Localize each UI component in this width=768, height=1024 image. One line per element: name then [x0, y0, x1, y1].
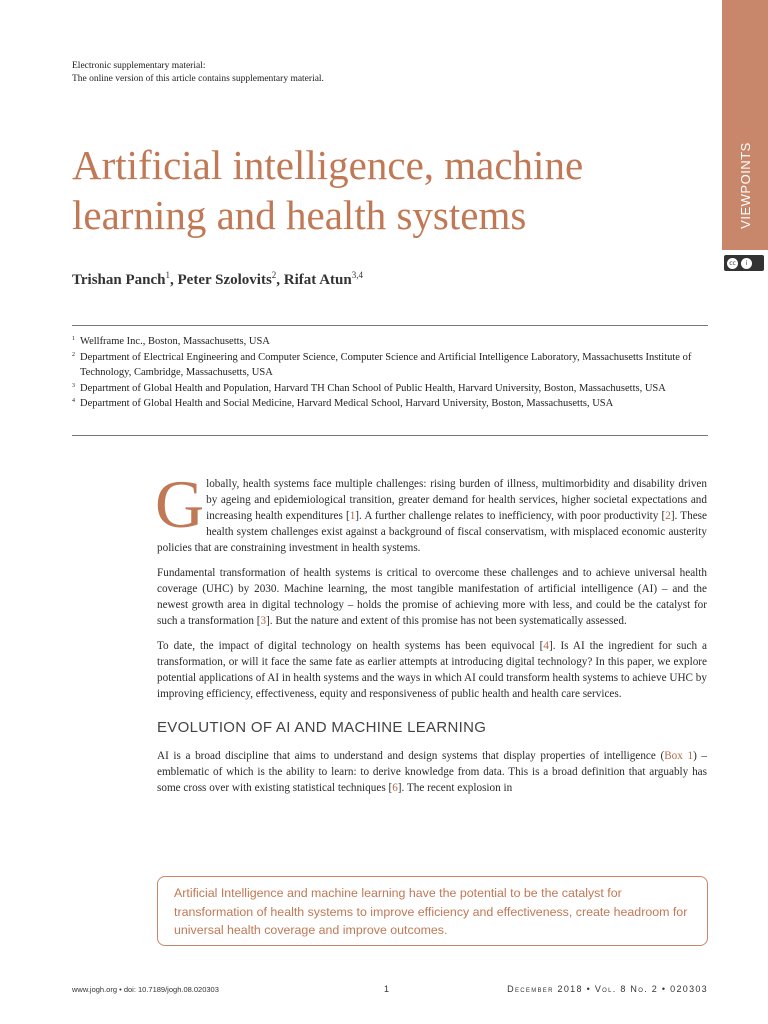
author-name: Rifat Atun	[283, 272, 352, 288]
footer-issue: December 2018 • Vol. 8 No. 2 • 020303	[507, 984, 708, 994]
article-body	[155, 466, 707, 805]
affiliation-item: 3 Department of Global Health and Population, Harvard TH Chan School of Public Health, Harvard University, Boston, Massachusetts, USA	[72, 382, 666, 394]
box-link[interactable]: Box 1	[664, 750, 694, 762]
author-affiliation-ref: 2	[271, 270, 277, 280]
reference-link[interactable]: 2	[665, 510, 671, 522]
paragraph: Fundamental transformation of health systems is critical to overcome these challenges and to achieve universal health coverage (UHC) by 2030. Machine learning, the most tangible manifestation of artificial intelligence (AI) – and the newest growth area in digital technology – holds the promise of achieving more with less, and could be the catalyst for such a transformation [3]. But the nature and extent of this promise has not been systematically assessed.	[157, 567, 707, 627]
section-tab-label: VIEWPOINTS	[737, 141, 753, 229]
author-list: Trishan Panch$^1$, Peter Szolovits$^2$, Rifat Atun$^{3,4}$	[72, 270, 363, 288]
reference-link[interactable]: 4	[543, 640, 549, 652]
supplementary-line-1: Electronic supplementary material:	[72, 61, 206, 71]
supplementary-note	[72, 60, 324, 86]
author-affiliation-ref: 3,4	[351, 270, 363, 280]
affiliation-item: 2 Department of Electrical Engineering and Computer Science, Computer Science and Artificial Intelligence Laboratory, Massachusetts Institute of Technology, Cambridge, Massachusetts, USA	[72, 351, 692, 378]
affiliation-item: 1 Wellframe Inc., Boston, Massachusetts, USA	[72, 336, 270, 347]
footer-journal-doi: www.jogh.org • doi: 10.7189/jogh.08.020303	[72, 985, 219, 994]
paragraph: Globally, health systems face multiple challenges: rising burden of illness, multimorbidity and disability driven by ageing and epidemiological transition, greater demand for health services, higher societal expectations and increasing health expenditures [1]. A further challenge relates to inefficiency, with poor productivity [2]. These health system challenges exist against a background of fiscal conservatism, with misplaced economic austerity policies that are constraining investment in health systems.	[155, 466, 707, 554]
paragraph: AI is a broad discipline that aims to understand and design systems that display properties of intelligence (Box 1) – emblematic of which is the ability to learn: to derive knowledge from data. This is a broad definition that arguably has some cross over with existing statistical techniques [6]. The recent explosion in	[157, 750, 707, 794]
reference-link[interactable]: 6	[392, 782, 398, 794]
divider	[72, 435, 708, 436]
article-title: Artificial intelligence, machine learning and health systems	[72, 142, 584, 238]
author-name: Trishan Panch	[72, 272, 166, 288]
page-footer	[72, 985, 708, 999]
section-tab	[722, 0, 768, 250]
author-name: Peter Szolovits	[177, 272, 272, 288]
author-affiliation-ref: 1	[165, 270, 170, 280]
supplementary-line-2: The online version of this article contains supplementary material.	[72, 74, 324, 84]
cc-by-license-icon[interactable]: cc i	[724, 255, 764, 271]
reference-link[interactable]: 1	[349, 510, 356, 522]
affiliation-item: 4 Department of Global Health and Social Medicine, Harvard Medical School, Harvard University, Boston, Massachusetts, USA	[72, 398, 614, 409]
divider	[72, 325, 708, 326]
reference-link[interactable]: 3	[260, 615, 267, 627]
drop-cap: G	[155, 466, 205, 542]
paragraph: To date, the impact of digital technology on health systems has been equivocal [4]. Is AI the ingredient for such a transformation, or will it face the same fate as earlier attempts at introducing digital technology? In this paper, we explore potential applications of AI in health systems and the ways in which AI could transform health systems to achieve UHC by improving efficiency, effectiveness, equity and responsiveness of public health and health care services.	[157, 640, 707, 700]
section-heading: EVOLUTION OF AI AND MACHINE LEARNING	[157, 719, 487, 736]
pull-quote: Artificial Intelligence and machine learning have the potential to be the catalyst for transformation of health systems to improve efficiency and effectiveness, create headroom for universal health coverage and improve outcomes.	[157, 876, 708, 946]
affiliation-list	[72, 334, 704, 412]
page-number: 1	[384, 984, 390, 994]
